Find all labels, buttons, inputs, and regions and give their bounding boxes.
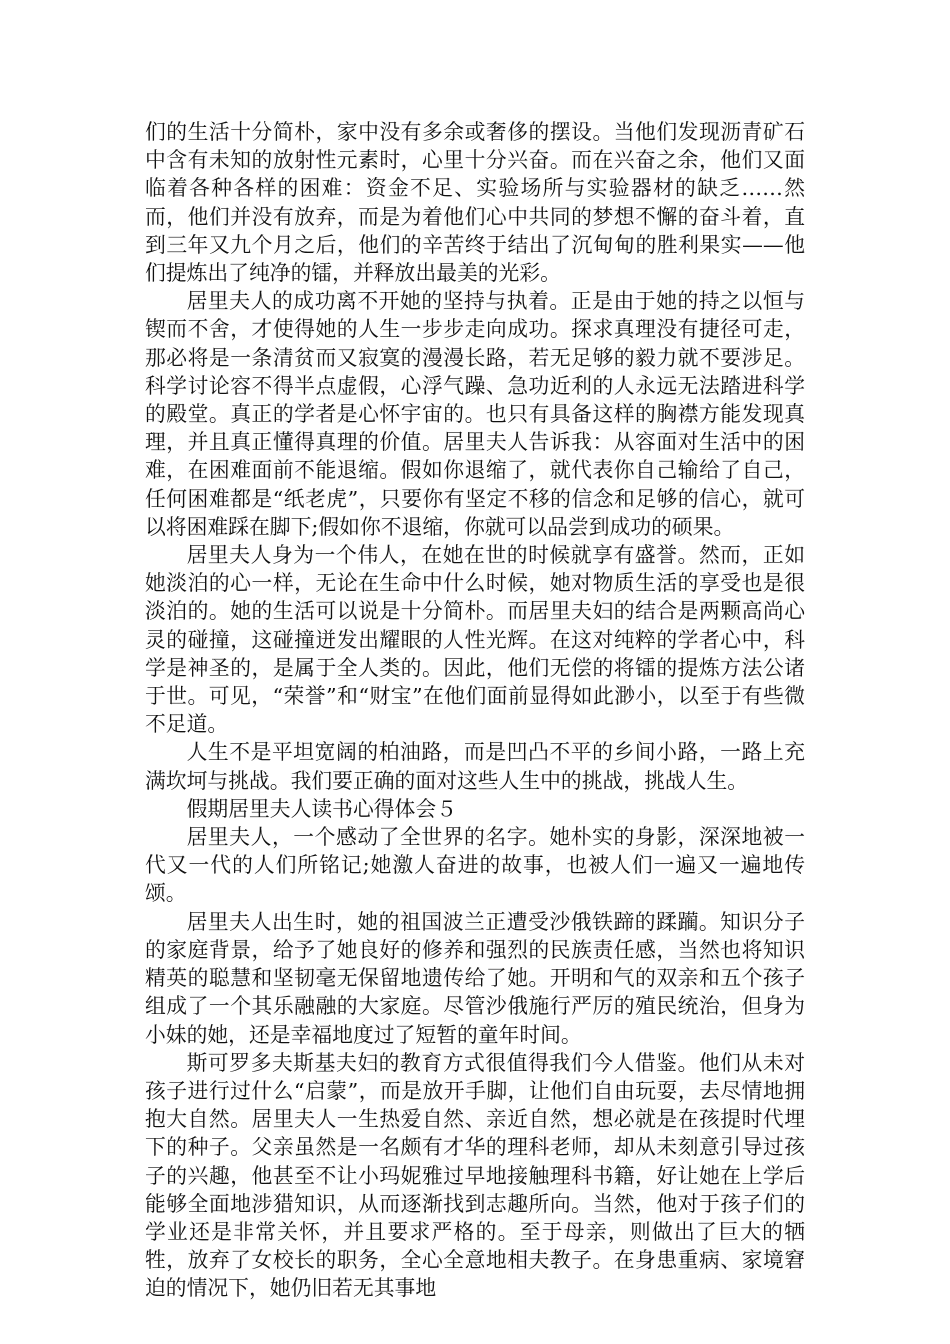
paragraph-honor: 居里夫人身为一个伟人，在她在世的时候就享有盛誉。然而，正如她淡泊的心一样，无论在生命中什么时候，她对物质生活的享受也是很淡泊的。她的生活可以说是十分简朴。而居里夫妇的结合是两颗高尚心灵的碰撞，这碰撞迸发出耀眼的人性光辉。在这对纯粹的学者心中，科学是神圣的，是属于全人类的。因此，他们无偿的将镭的提炼方法公诸于世。可见，“荣誉”和“财宝”在他们面前显得如此渺小，以至于有些微不足道。 [145, 543, 805, 737]
section-title: 假期居里夫人读书心得体会５ [186, 796, 457, 821]
paragraph-success: 居里夫人的成功离不开她的坚持与执着。正是由于她的持之以恒与锲而不舍，才使得她的人生一步步走向成功。探求真理没有捷径可走，那必将是一条清贫而又寂寞的漫漫长路，若无足够的毅力就不要涉足。科学讨论容不得半点虚假，心浮气躁、急功近利的人永远无法踏进科学的殿堂。真正的学者是心怀宇宙的。也只有具备这样的胸襟方能发现真理，并且真正懂得真理的价值。居里夫人告诉我：从容面对生活中的困难，在困难面前不能退缩。假如你退缩了，就代表你自己输给了自己，任何困难都是“纸老虎”，只要你有坚定不移的信念和足够的信心，就可以将困难踩在脚下;假如你不退缩，你就可以品尝到成功的硕果。 [145, 289, 805, 539]
paragraph-continuation: 们的生活十分简朴，家中没有多余或奢侈的摆设。当他们发现沥青矿石中含有未知的放射性元素时，心里十分兴奋。而在兴奋之余，他们又面临着各种各样的困难：资金不足、实验场所与实验器材的缺乏……然而，他们并没有放弃，而是为着他们心中共同的梦想不懈的奋斗着，直到三年又九个月之后，他们的辛苦终于结出了沉甸甸的胜利果实——他们提炼出了纯净的镭，并释放出最美的光彩。 [145, 120, 805, 286]
paragraph-birth: 居里夫人出生时，她的祖国波兰正遭受沙俄铁蹄的蹂躏。知识分子的家庭背景，给予了她良好的修养和强烈的民族责任感，当然也将知识精英的聪慧和坚韧毫无保留地遗传给了她。开明和气的双亲和五个孩子组成了一个其乐融融的大家庭。尽管沙俄施行严厉的殖民统治，但身为小妹的她，还是幸福地度过了短暂的童年时间。 [145, 909, 805, 1047]
paragraph-intro: 居里夫人，一个感动了全世界的名字。她朴实的身影，深深地被一代又一代的人们所铭记;她激人奋进的故事，也被人们一遍又一遍地传颂。 [145, 825, 805, 906]
paragraph-education: 斯可罗多夫斯基夫妇的教育方式很值得我们今人借鉴。他们从未对孩子进行过什么“启蒙”，而是放开手脚，让他们自由玩耍，去尽情地拥抱大自然。居里夫人一生热爱自然、亲近自然，想必就是在孩提时代埋下的种子。父亲虽然是一名颇有才华的理科老师，却从未刻意引导过孩子的兴趣，他甚至不让小玛妮雅过早地接触理科书籍，好让她在上学后能够全面地涉猎知识，从而逐渐找到志趣所向。当然，他对于孩子们的学业还是非常关怀，并且要求严格的。至于母亲，则做出了巨大的牺牲，放弃了女校长的职务，全心全意地相夫教子。在身患重病、家境窘迫的情况下，她仍旧若无其事地 [145, 1050, 805, 1301]
document-page [145, 118, 805, 1303]
paragraph-life-road: 人生不是平坦宽阔的柏油路，而是凹凸不平的乡间小路，一路上充满坎坷与挑战。我们要正确的面对这些人生中的挑战，挑战人生。 [145, 740, 805, 793]
